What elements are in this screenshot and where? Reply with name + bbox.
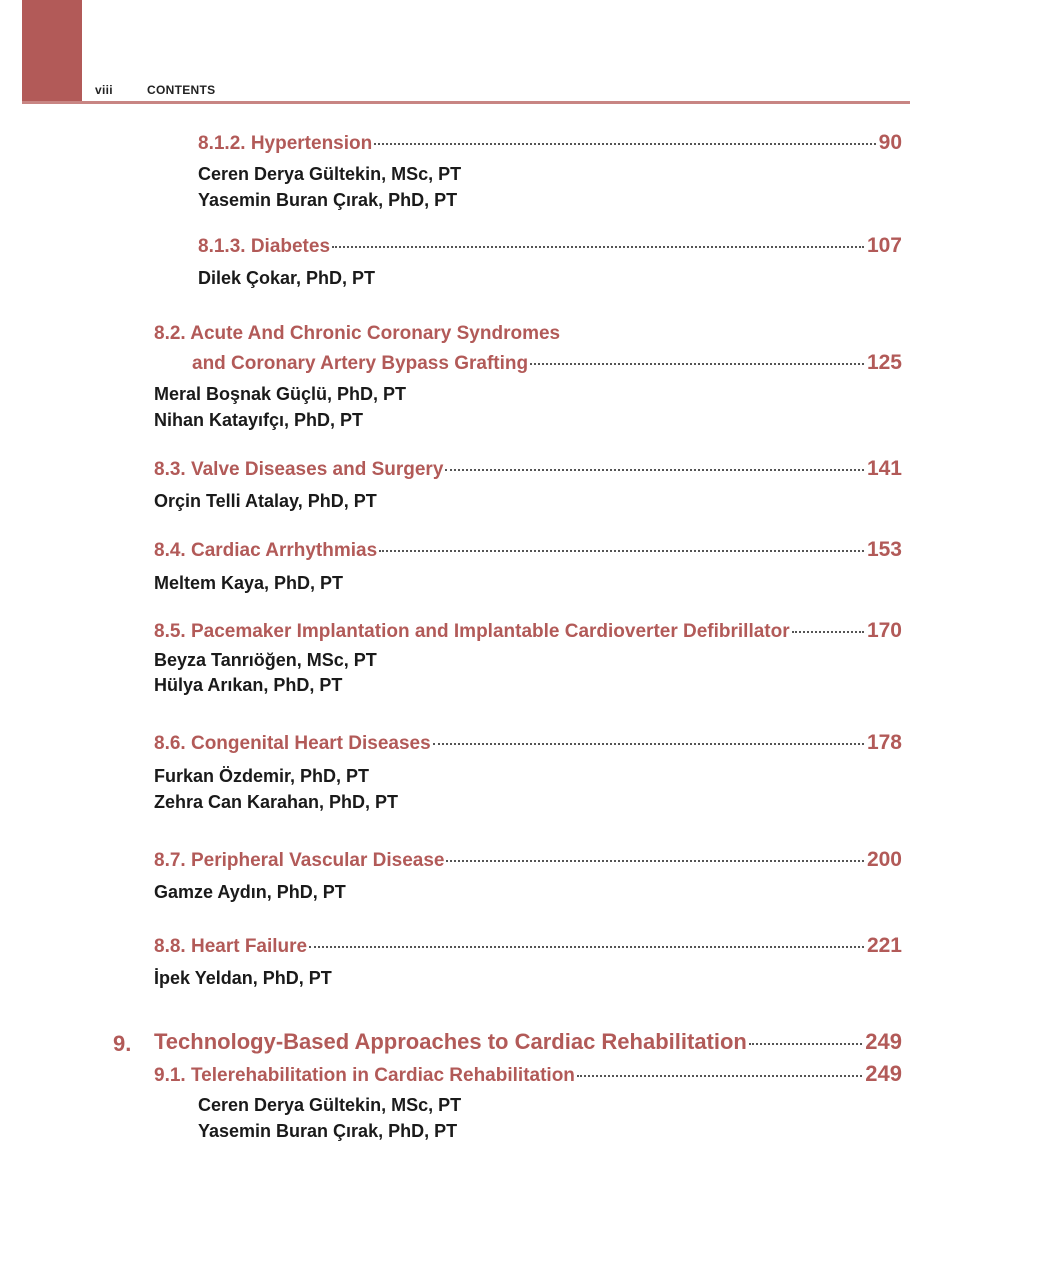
dot-leader xyxy=(332,246,864,248)
page-ref[interactable]: 221 xyxy=(866,934,902,957)
entry-title[interactable]: 8.8. Heart Failure xyxy=(154,936,308,957)
entry-title[interactable]: 8.1.2. Hypertension xyxy=(198,133,373,154)
page-ref[interactable]: 200 xyxy=(866,848,902,871)
chapter-number: 9. xyxy=(113,1031,132,1056)
dot-leader xyxy=(577,1075,862,1077)
entry-title[interactable]: 9.1. Telerehabilitation in Cardiac Rehabilitation xyxy=(154,1065,575,1086)
dot-leader xyxy=(530,363,864,365)
running-header: CONTENTS xyxy=(147,83,216,97)
author: Ceren Derya Gültekin, MSc, PT xyxy=(198,164,462,184)
author: Meltem Kaya, PhD, PT xyxy=(154,573,344,593)
page-number: viii xyxy=(95,83,113,97)
page-ref[interactable]: 90 xyxy=(878,131,902,154)
entry-title[interactable]: 8.7. Peripheral Vascular Disease xyxy=(154,850,445,871)
entry-title[interactable]: 8.3. Valve Diseases and Surgery xyxy=(154,459,444,480)
page-ref[interactable]: 170 xyxy=(866,619,902,642)
author: Orçin Telli Atalay, PhD, PT xyxy=(154,491,377,511)
author: Yasemin Buran Çırak, PhD, PT xyxy=(198,190,458,210)
dot-leader xyxy=(309,946,864,948)
dot-leader xyxy=(792,631,864,633)
author: Meral Boşnak Güçlü, PhD, PT xyxy=(154,384,407,404)
author: Beyza Tanrıöğen, MSc, PT xyxy=(154,650,377,670)
page-ref[interactable]: 141 xyxy=(866,457,902,480)
chapter-tab xyxy=(22,0,82,101)
author: Nihan Katayıfçı, PhD, PT xyxy=(154,410,364,430)
entry-title[interactable]: 8.6. Congenital Heart Diseases xyxy=(154,733,431,754)
entry-title[interactable]: 8.5. Pacemaker Implantation and Implantable Cardioverter Defibrillator xyxy=(154,621,790,642)
header-rule xyxy=(22,101,910,104)
page-ref[interactable]: 249 xyxy=(865,1029,902,1054)
entry-title[interactable]: 8.1.3. Diabetes xyxy=(198,236,331,257)
entry-title[interactable]: and Coronary Artery Bypass Grafting xyxy=(192,353,529,374)
author: İpek Yeldan, PhD, PT xyxy=(154,968,332,988)
author: Gamze Aydın, PhD, PT xyxy=(154,882,346,902)
page-ref[interactable]: 178 xyxy=(866,731,902,754)
author: Yasemin Buran Çırak, PhD, PT xyxy=(198,1121,458,1141)
dot-leader xyxy=(749,1043,862,1045)
author: Furkan Özdemir, PhD, PT xyxy=(154,766,370,786)
dot-leader xyxy=(374,143,875,145)
dot-leader xyxy=(379,550,864,552)
page-ref[interactable]: 249 xyxy=(865,1061,902,1086)
author: Hülya Arıkan, PhD, PT xyxy=(154,675,343,695)
page-ref[interactable]: 107 xyxy=(866,234,902,257)
page-ref[interactable]: 153 xyxy=(866,538,902,561)
entry-title-line1[interactable]: 8.2. Acute And Chronic Coronary Syndromes xyxy=(154,323,561,344)
author: Ceren Derya Gültekin, MSc, PT xyxy=(198,1095,462,1115)
author: Zehra Can Karahan, PhD, PT xyxy=(154,792,399,812)
dot-leader xyxy=(446,860,863,862)
author: Dilek Çokar, PhD, PT xyxy=(198,268,376,288)
dot-leader xyxy=(433,743,864,745)
dot-leader xyxy=(445,469,864,471)
entry-title[interactable]: 8.4. Cardiac Arrhythmias xyxy=(154,540,378,561)
chapter-title[interactable]: Technology-Based Approaches to Cardiac Rehabilitation xyxy=(154,1029,747,1054)
page-ref[interactable]: 125 xyxy=(866,351,902,374)
